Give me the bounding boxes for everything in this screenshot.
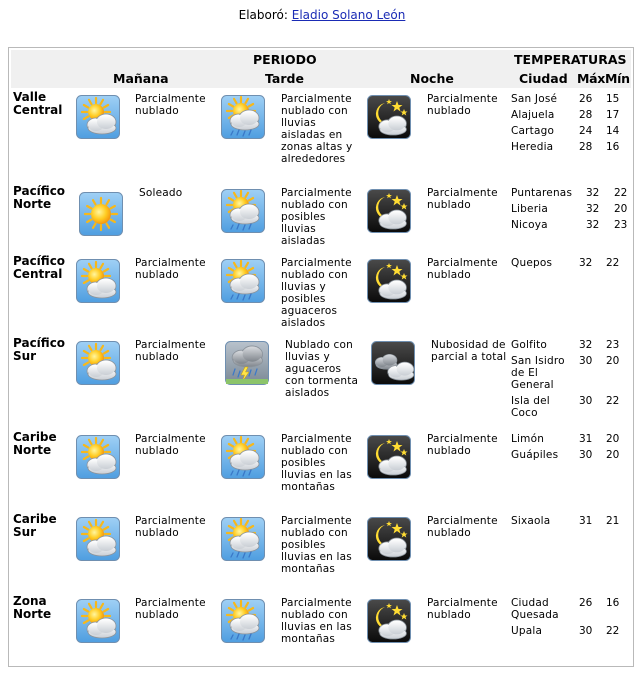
min-temp: 22 (606, 395, 620, 407)
max-temp: 32 (586, 203, 600, 215)
manana-description: Soleado (139, 187, 183, 199)
tarde-description: Parcialmente nublado con posibles lluvias en las montañas (281, 515, 352, 575)
forecast-table (8, 47, 634, 667)
max-header: Máx (577, 71, 606, 86)
partly-cloudy-icon (76, 95, 120, 139)
min-temp: 14 (606, 125, 620, 137)
min-header: Mín (605, 71, 630, 86)
min-temp: 16 (606, 597, 620, 609)
min-temp: 20 (606, 449, 620, 461)
city-name: Puntarenas (511, 187, 573, 199)
tarde-description: Parcialmente nublado con posibles lluvias en las montañas (281, 433, 352, 493)
region-name: Pacífico Central (13, 254, 66, 281)
tarde-description: Parcialmente nublado con lluvias aisladas en zonas altas y alrededores (281, 93, 353, 165)
min-temp: 16 (606, 141, 620, 153)
min-temp: 20 (614, 203, 628, 215)
max-temp: 30 (579, 355, 593, 367)
city-name: Cartago (511, 125, 555, 137)
city-name: Ciudad Quesada (511, 597, 559, 621)
credit-label: Elaboró: (238, 8, 288, 22)
min-temp: 20 (606, 433, 620, 445)
region-name: Valle Central (13, 90, 63, 117)
min-temp: 15 (606, 93, 620, 105)
tarde-description: Nublado con lluvias y aguaceros con tormenta aislados (285, 339, 359, 399)
night-partly-cloudy-icon (367, 599, 411, 643)
partly-cloudy-icon (76, 435, 120, 479)
sunny-icon (79, 192, 123, 236)
partly-cloudy-rain-icon (221, 435, 265, 479)
partly-cloudy-rain-icon (221, 517, 265, 561)
city-name: Isla del Coco (511, 395, 550, 419)
max-temp: 26 (579, 93, 593, 105)
noche-description: Parcialmente nublado (427, 93, 498, 117)
noche-description: Parcialmente nublado (427, 187, 498, 211)
min-temp: 23 (614, 219, 628, 231)
night-partly-cloudy-icon (367, 435, 411, 479)
city-name: San Isidro de El General (511, 355, 565, 391)
city-name: Quepos (511, 257, 553, 269)
manana-description: Parcialmente nublado (135, 433, 206, 457)
min-temp: 22 (606, 257, 620, 269)
temperaturas-header: TEMPERATURAS (514, 52, 627, 67)
city-name: Heredia (511, 141, 554, 153)
credit-line (0, 8, 644, 22)
city-name: Guápiles (511, 449, 559, 461)
tarde-description: Parcialmente nublado con lluvias en las montañas (281, 597, 352, 645)
night-partly-cloudy-icon (367, 517, 411, 561)
tarde-description: Parcialmente nublado con posibles lluvias aisladas (281, 187, 352, 247)
noche-description: Parcialmente nublado (427, 515, 498, 539)
region-name: Zona Norte (13, 594, 52, 621)
noche-description: Parcialmente nublado (427, 433, 498, 457)
partly-cloudy-icon (76, 341, 120, 385)
max-temp: 30 (579, 395, 593, 407)
thunderstorm-icon (225, 341, 269, 385)
manana-description: Parcialmente nublado (135, 257, 206, 281)
manana-header: Mañana (113, 71, 169, 86)
manana-description: Parcialmente nublado (135, 597, 206, 621)
manana-description: Parcialmente nublado (135, 93, 206, 117)
noche-description: Nubosidad de parcial a total (431, 339, 507, 363)
city-name: Limón (511, 433, 545, 445)
partly-cloudy-rain-icon (221, 189, 265, 233)
max-temp: 24 (579, 125, 593, 137)
partly-cloudy-icon (76, 259, 120, 303)
night-partly-cloudy-icon (367, 259, 411, 303)
region-name: Caribe Norte (13, 430, 57, 457)
city-name: San José (511, 93, 558, 105)
noche-description: Parcialmente nublado (427, 597, 498, 621)
region-name: Pacífico Norte (13, 184, 66, 211)
city-name: Sixaola (511, 515, 551, 527)
max-temp: 31 (579, 433, 593, 445)
city-name: Liberia (511, 203, 548, 215)
max-temp: 30 (579, 449, 593, 461)
max-temp: 28 (579, 141, 593, 153)
partly-cloudy-icon (76, 517, 120, 561)
min-temp: 23 (606, 339, 620, 351)
partly-cloudy-icon (76, 599, 120, 643)
ciudad-header: Ciudad (519, 71, 568, 86)
author-link[interactable]: Eladio Solano León (291, 8, 406, 22)
max-temp: 32 (579, 257, 593, 269)
night-partly-cloudy-icon (367, 95, 411, 139)
max-temp: 30 (579, 625, 593, 637)
manana-description: Parcialmente nublado (135, 339, 206, 363)
city-name: Upala (511, 625, 543, 637)
night-partly-cloudy-icon (367, 189, 411, 233)
city-name: Alajuela (511, 109, 555, 121)
min-temp: 17 (606, 109, 620, 121)
min-temp: 20 (606, 355, 620, 367)
region-name: Pacífico Sur (13, 336, 66, 363)
partly-cloudy-rain-icon (221, 599, 265, 643)
tarde-description: Parcialmente nublado con lluvias y posibles aguaceros aislados (281, 257, 352, 329)
noche-header: Noche (410, 71, 454, 86)
min-temp: 22 (614, 187, 628, 199)
partly-cloudy-rain-icon (221, 95, 265, 139)
noche-description: Parcialmente nublado (427, 257, 498, 281)
partly-cloudy-rain-icon (221, 259, 265, 303)
max-temp: 32 (586, 219, 600, 231)
max-temp: 26 (579, 597, 593, 609)
region-name: Caribe Sur (13, 512, 57, 539)
night-cloudy-icon (371, 341, 415, 385)
min-temp: 21 (606, 515, 620, 527)
max-temp: 28 (579, 109, 593, 121)
min-temp: 22 (606, 625, 620, 637)
manana-description: Parcialmente nublado (135, 515, 206, 539)
city-name: Nicoya (511, 219, 548, 231)
city-name: Golfito (511, 339, 548, 351)
max-temp: 32 (586, 187, 600, 199)
tarde-header: Tarde (265, 71, 304, 86)
max-temp: 32 (579, 339, 593, 351)
max-temp: 31 (579, 515, 593, 527)
periodo-header: PERIODO (253, 52, 317, 67)
